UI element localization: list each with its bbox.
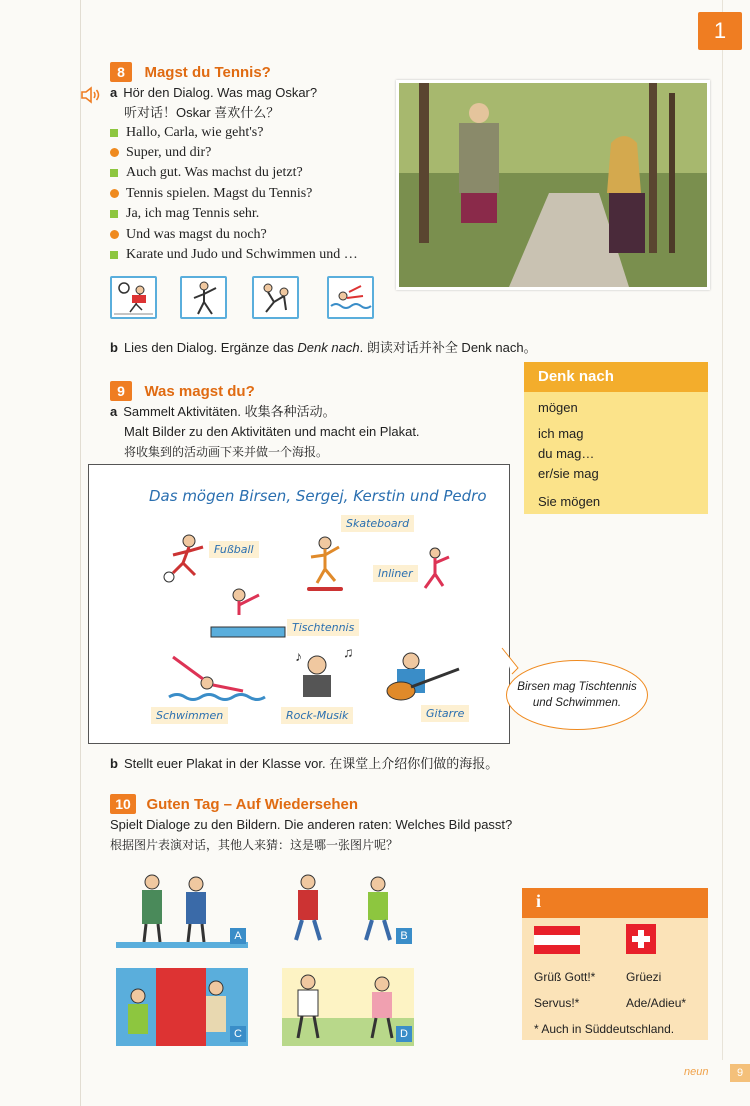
denk-row: mögen (538, 400, 578, 415)
activity-tag: Skateboard (341, 515, 414, 532)
speaker-square-icon (110, 251, 118, 259)
activity-tag: Rock-Musik (281, 707, 353, 724)
denk-nach-box (524, 362, 708, 514)
activity-poster (88, 464, 510, 744)
card-letter: D (396, 1026, 412, 1042)
dialog-line: Und was magst du noch? (110, 227, 267, 243)
instruction: Stellt euer Plakat in der Klasse vor. (123, 756, 326, 771)
exercise-title: Guten Tag – Auf Wiedersehen (146, 796, 359, 813)
activity-tag: Schwimmen (151, 707, 228, 724)
poster-illustrations (89, 465, 509, 743)
sub-label: a (110, 404, 118, 419)
info-box (522, 888, 708, 1040)
card-letter: A (230, 928, 246, 944)
dialog-line: Tennis spielen. Magst du Tennis? (110, 186, 312, 202)
info-icon: i (522, 888, 708, 918)
swimming-icon (327, 276, 374, 319)
dialog-line: Ja, ich mag Tennis sehr. (110, 206, 259, 222)
speaker-circle-icon (110, 230, 119, 239)
speaker-circle-icon (110, 148, 119, 157)
instruction-end: . (359, 340, 364, 355)
instruction-cn: 根据图片表演对话，其他人来猜：这是哪一张图片呢？ (110, 838, 399, 852)
exercise-number: 9 (110, 381, 132, 401)
chapter-tab: 1 (698, 12, 742, 50)
dialog-line: Super, und dir? (110, 145, 211, 161)
picture-card-c (116, 968, 248, 1046)
judo-icon (252, 276, 299, 319)
denk-row: du mag… (538, 446, 595, 461)
dialog-line: Karate und Judo und Schwimmen und … (110, 247, 358, 263)
exercise-8-header (110, 62, 271, 82)
denk-row: Sie mögen (538, 494, 601, 509)
austria-flag-icon (534, 926, 580, 954)
greeting-ch: Grüezi (626, 970, 662, 984)
greeting-ch: Ade/Adieu* (626, 996, 687, 1010)
instruction-cn: 朗读对话并补全 Denk nach。 (366, 340, 537, 355)
picture-card-b (282, 870, 414, 948)
switzerland-flag-icon (626, 924, 656, 954)
speaker-square-icon (110, 129, 118, 137)
instruction-cn: 在课堂上介绍你们做的海报。 (329, 756, 499, 771)
dialog-line: Auch gut. Was machst du jetzt? (110, 165, 303, 181)
instruction-cn: 收集各种活动。 (244, 404, 336, 419)
page-word: neun (684, 1066, 709, 1078)
audio-icon[interactable] (80, 86, 102, 109)
poster-title: Das mögen Birsen, Sergej, Kerstin und Pedro (149, 487, 487, 505)
instruction: Hör den Dialog. Was mag Oskar? (123, 85, 318, 100)
greeting-at: Grüß Gott!* (534, 970, 596, 984)
activity-tag: Inliner (373, 565, 418, 582)
instruction-line: Spielt Dialoge zu den Bildern. Die anderen raten: Welches Bild passt? (110, 817, 513, 832)
tennis-icon (110, 276, 157, 319)
exercise-8b (110, 338, 537, 358)
exercise-10-header (110, 794, 358, 814)
margin-rule-right (722, 0, 723, 1060)
exercise-title: Was magst du? (144, 383, 255, 400)
instruction-cn: 将收集到的活动画下来并做一个海报。 (124, 445, 329, 459)
footnote: * Auch in Süddeutschland. (534, 1022, 675, 1036)
dialog-photo (396, 80, 710, 290)
exercise-number: 10 (110, 794, 136, 814)
speech-bubble: Birsen mag Tischtennis und Schwimmen. (506, 660, 648, 730)
speaker-square-icon (110, 210, 118, 218)
picture-card-d (282, 968, 414, 1046)
greeting-at: Servus!* (534, 996, 580, 1010)
instruction: Sammelt Aktivitäten. (123, 404, 242, 419)
instruction: Lies den Dialog. Ergänze das (123, 340, 298, 355)
svg-text:♪: ♪ (295, 648, 302, 664)
exercise-number: 8 (110, 62, 132, 82)
karate-icon (180, 276, 227, 319)
dialog-line: Hallo, Carla, wie geht's? (110, 125, 263, 141)
exercise-9a (110, 402, 336, 422)
exercise-title: Magst du Tennis? (144, 64, 271, 81)
bubble-tail (500, 646, 520, 676)
speaker-square-icon (110, 169, 118, 177)
activity-tag: Fußball (209, 541, 259, 558)
sub-label: b (110, 340, 118, 355)
denk-row: er/sie mag (538, 466, 599, 481)
sub-label: a (110, 85, 118, 100)
exercise-9b (110, 754, 498, 774)
activity-tag: Gitarre (421, 705, 469, 722)
denk-nach-title: Denk nach (524, 362, 708, 392)
svg-text:♫: ♫ (343, 644, 354, 660)
page-number: 9 (730, 1064, 750, 1082)
card-letter: B (396, 928, 412, 944)
sub-label: b (110, 756, 118, 771)
picture-card-a (116, 870, 248, 948)
denk-row: ich mag (538, 426, 584, 441)
exercise-9-header (110, 381, 255, 401)
instruction-cn: 听对话！Oskar 喜欢什么？ (124, 105, 280, 120)
instruction-line: Malt Bilder zu den Aktivitäten und macht ein Plakat. (124, 424, 420, 439)
activity-tag: Tischtennis (287, 619, 359, 636)
instruction-emphasis: Denk nach (297, 340, 360, 355)
card-letter: C (230, 1026, 246, 1042)
exercise-8a (110, 83, 317, 103)
margin-rule (80, 0, 81, 1106)
speaker-circle-icon (110, 189, 119, 198)
